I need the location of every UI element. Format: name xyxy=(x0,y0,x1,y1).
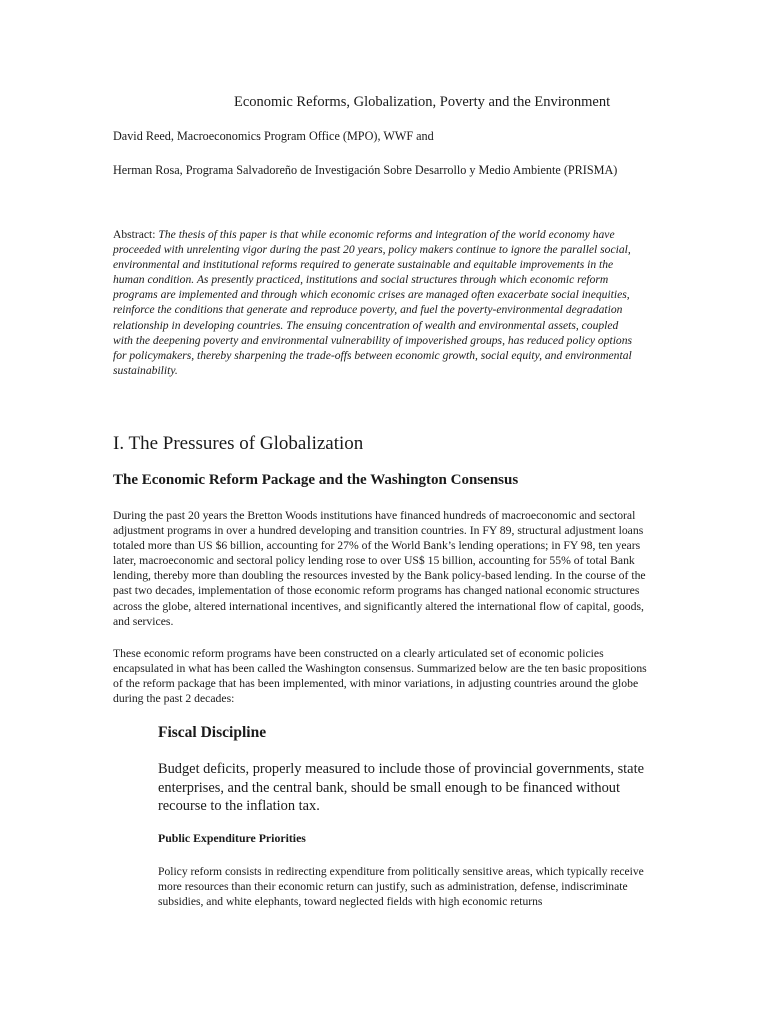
body-paragraph-2: These economic reform programs have been constructed on a clearly articulated set of economic policies encapsulated in what has been called the Washington consensus. Summarized below are the ten basic propositions of the reform package that has been implemented, with minor variations, in adjusting countries around the globe during the past 2 decades: xyxy=(113,647,647,706)
body-paragraph-1: During the past 20 years the Bretton Woods institutions have financed hundreds of macroeconomic and sectoral adjustment programs in over a hundred developing and transition countries. In FY 89, structural adjustment loans totaled more than US $6 billion, accounting for 27% of the World Bank’s lending operations; in FY 98, ten years later, macroeconomic and sectoral policy lending rose to over US$ 15 billion, accounting for 55% of total Bank lending, thereby more than doubling the resources invested by the Bank policy-based lending. In the course of the past two decades, implementation of those economic reform programs has changed national economic structures across the globe, altered international incentives, and significantly altered the international flow of capital, goods, and services. xyxy=(113,509,646,628)
fiscal-discipline-heading: Fiscal Discipline xyxy=(158,724,267,741)
author-line-2: Herman Rosa, Programa Salvadoreño de Investigación Sobre Desarrollo y Medio Ambiente (PRISMA) xyxy=(113,163,618,177)
subsection-heading: The Economic Reform Package and the Washington Consensus xyxy=(113,472,519,488)
public-expenditure-text: Policy reform consists in redirecting expenditure from politically sensitive areas, which typically receive more resources than their economic return can justify, such as administration, defense, indiscriminate subsidies, and white elephants, toward neglected fields with high economic returns xyxy=(158,865,644,909)
abstract xyxy=(113,227,633,378)
fiscal-discipline-text: Budget deficits, properly measured to include those of provincial governments, state enterprises, and the central bank, should be small enough to be financed without recourse to the inflation tax. xyxy=(158,761,644,815)
abstract-text: The thesis of this paper is that while economic reforms and integration of the world economy have proceeded with unrelenting vigor during the past 20 years, policy makers continue to ignore the parallel social, environmental and institutional reforms required to generate sustainable and equitable improvements in the human condition. As presently practiced, institutions and social structures through which economic reform programs are implemented and through which economic crises are managed often exacerbate social inequities, reinforce the conditions that generate and reproduce poverty, and fuel the poverty-environmental degradation relationship in developing countries. The ensuing concentration of wealth and environmental assets, coupled with the deepening poverty and environmental vulnerability of impoverished groups, has reduced policy options for policymakers, thereby sharpening the trade-offs between economic growth, social equity, and environmental sustainability. xyxy=(113,228,633,377)
abstract-label: Abstract: xyxy=(113,228,159,241)
public-expenditure-heading: Public Expenditure Priorities xyxy=(158,831,306,845)
section-heading: I. The Pressures of Globalization xyxy=(113,433,364,454)
author-line-1: David Reed, Macroeconomics Program Office (MPO), WWF and xyxy=(113,129,434,143)
paper-title: Economic Reforms, Globalization, Poverty and the Environment xyxy=(234,94,611,110)
